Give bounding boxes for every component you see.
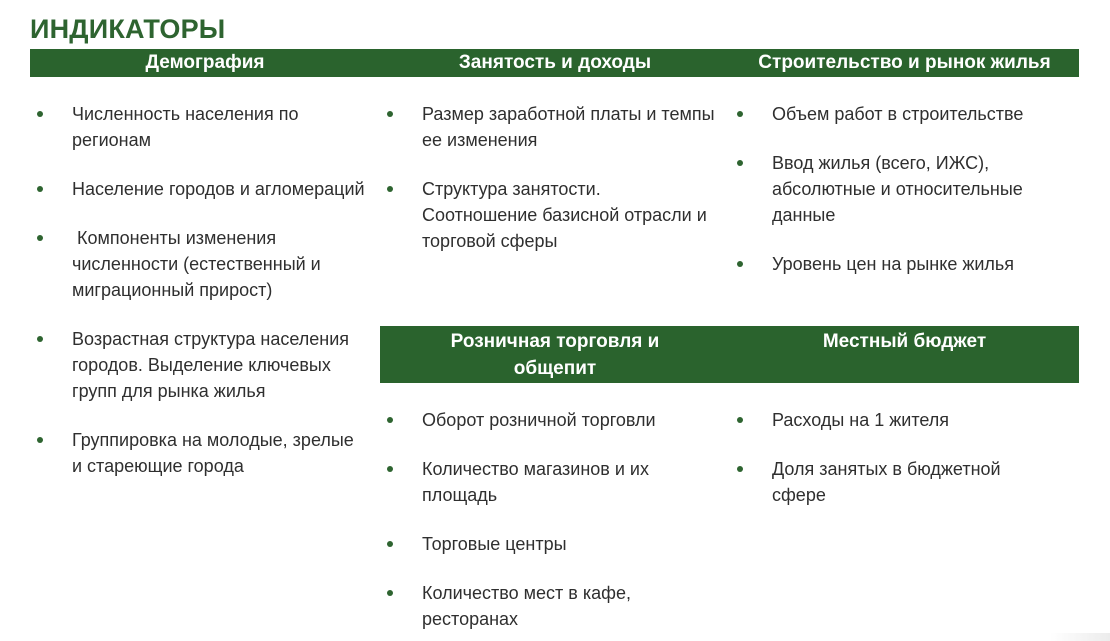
list-item: Структура занятости. Соотношение базисной отрасли и торговой сферы bbox=[380, 176, 720, 254]
list-item: Количество мест в кафе, ресторанах bbox=[380, 580, 710, 632]
bullet-icon bbox=[37, 437, 43, 443]
demography-list bbox=[30, 101, 365, 502]
top-header-band bbox=[30, 49, 1079, 77]
list-item: Численность населения по регионам bbox=[30, 101, 365, 153]
bullet-icon bbox=[387, 541, 393, 547]
list-item: Население городов и агломераций bbox=[30, 176, 365, 202]
budget-list bbox=[730, 407, 1050, 531]
header-employment: Занятость и доходы bbox=[458, 52, 652, 73]
header-budget: Местный бюджет bbox=[822, 331, 987, 352]
header-retail: Розничная торговля и общепит bbox=[450, 331, 660, 379]
page-title: ИНДИКАТОРЫ bbox=[30, 14, 226, 44]
bullet-icon bbox=[737, 160, 743, 166]
list-item: Расходы на 1 жителя bbox=[730, 407, 1050, 433]
list-item: Группировка на молодые, зрелые и стареющие города bbox=[30, 427, 365, 479]
list-item: Возрастная структура населения городов. Выделение ключевых групп для рынка жилья bbox=[30, 326, 365, 404]
list-item: Размер заработной платы и темпы ее изменения bbox=[380, 101, 720, 153]
list-item: Компоненты изменения численности (естественный и миграционный прирост) bbox=[30, 225, 365, 303]
page-corner-shadow bbox=[1050, 633, 1110, 641]
employment-list bbox=[380, 101, 720, 277]
bullet-icon bbox=[387, 417, 393, 423]
construction-list bbox=[730, 101, 1050, 300]
list-item: Оборот розничной торговли bbox=[380, 407, 710, 433]
bullet-icon bbox=[37, 186, 43, 192]
header-demography: Демография bbox=[145, 52, 265, 73]
list-item: Доля занятых в бюджетной сфере bbox=[730, 456, 1050, 508]
bullet-icon bbox=[37, 235, 43, 241]
list-item: Объем работ в строительстве bbox=[730, 101, 1050, 127]
bullet-icon bbox=[737, 261, 743, 267]
list-item: Уровень цен на рынке жилья bbox=[730, 251, 1050, 277]
bullet-icon bbox=[387, 186, 393, 192]
bullet-icon bbox=[737, 111, 743, 117]
bullet-icon bbox=[387, 590, 393, 596]
bullet-icon bbox=[37, 111, 43, 117]
list-item: Торговые центры bbox=[380, 531, 710, 557]
list-item: Ввод жилья (всего, ИЖС), абсолютные и относительные данные bbox=[730, 150, 1050, 228]
bullet-icon bbox=[737, 417, 743, 423]
header-construction: Строительство и рынок жилья bbox=[758, 52, 1051, 73]
list-item: Количество магазинов и их площадь bbox=[380, 456, 710, 508]
bottom-header-band bbox=[380, 326, 1079, 383]
retail-list bbox=[380, 407, 710, 632]
bullet-icon bbox=[387, 111, 393, 117]
bullet-icon bbox=[737, 466, 743, 472]
bullet-icon bbox=[387, 466, 393, 472]
bullet-icon bbox=[37, 336, 43, 342]
